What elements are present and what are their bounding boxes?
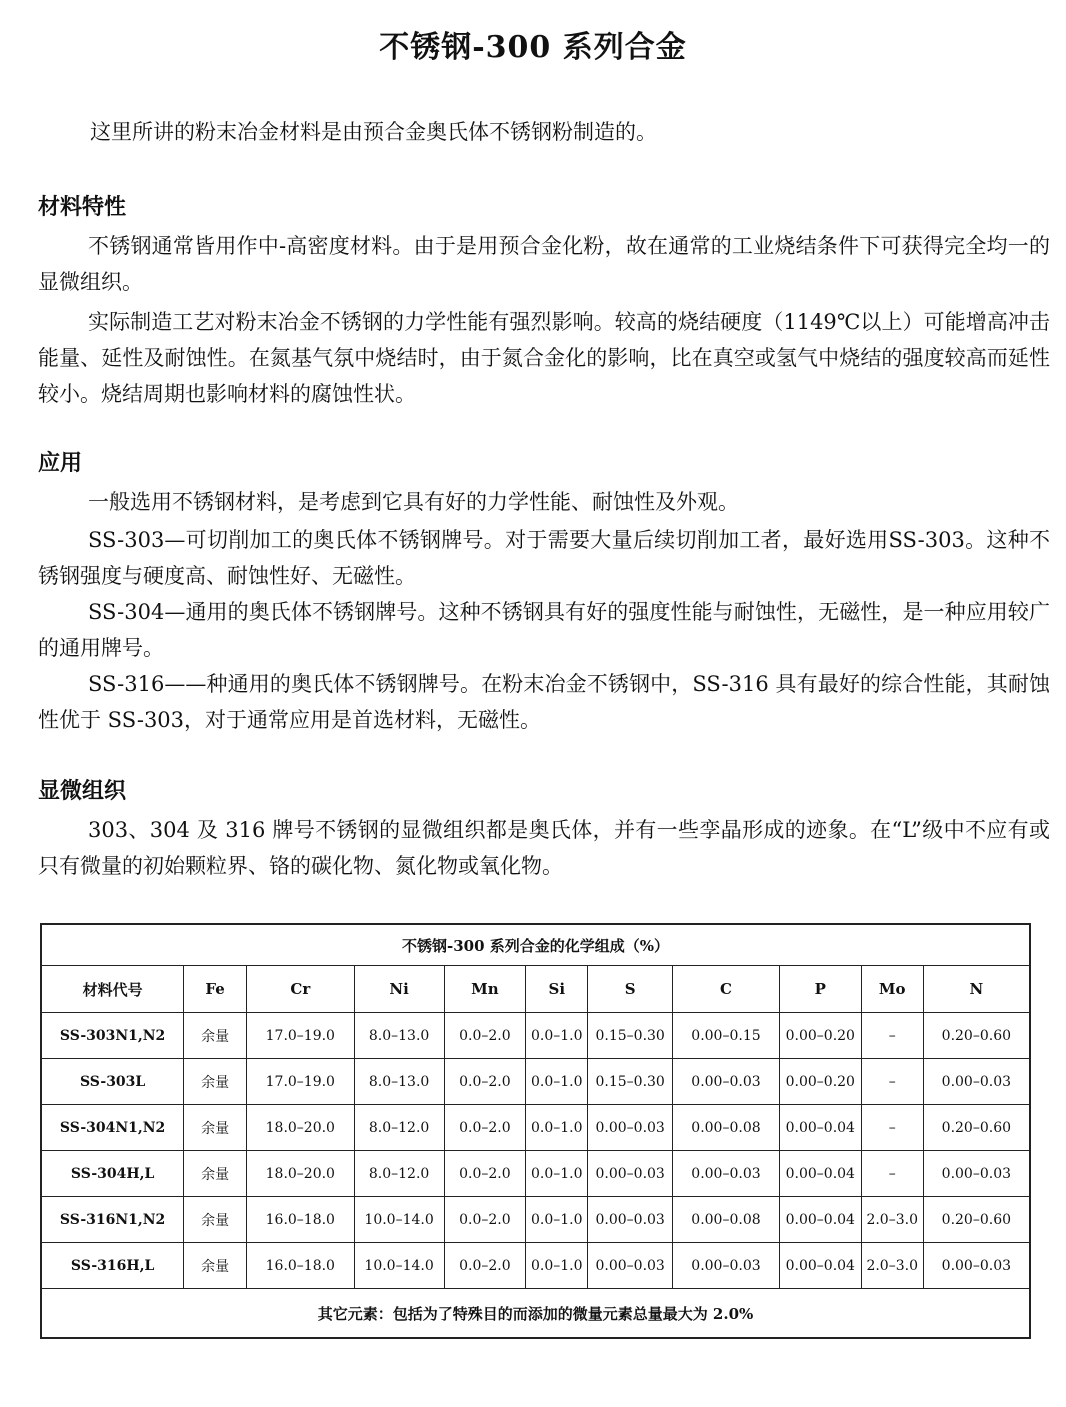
table-cell: 18.0–20.0 — [246, 1151, 354, 1197]
table-cell: 8.0–12.0 — [354, 1105, 444, 1151]
table-cell: 0.0–1.0 — [526, 1105, 588, 1151]
table-cell: – — [861, 1013, 923, 1059]
table-cell: 0.00–0.04 — [779, 1197, 861, 1243]
table-cell: 0.0–1.0 — [526, 1151, 588, 1197]
table-cell: 0.00–0.03 — [673, 1243, 780, 1289]
composition-table — [40, 923, 1031, 1339]
applications-paragraph-ss303: SS-303—可切削加工的奥氏体不锈钢牌号。对于需要大量后续切削加工者，最好选用SS-303。这种不锈钢强度与硬度高、耐蚀性好、无磁性。 — [38, 528, 1050, 588]
table-cell: 0.00–0.15 — [673, 1013, 780, 1059]
table-cell: 2.0–3.0 — [861, 1197, 923, 1243]
microstructure-paragraph: 303、304 及 316 牌号不锈钢的显微组织都是奥氏体，并有一些孪晶形成的迹象。在“L”级中不应有或只有微量的初始颗粒界、铬的碳化物、氮化物或氧化物。 — [38, 818, 1050, 878]
table-cell: 8.0–13.0 — [354, 1013, 444, 1059]
table-cell: 0.00–0.20 — [779, 1059, 861, 1105]
column-header-n: N — [923, 966, 1030, 1013]
table-cell: 2.0–3.0 — [861, 1243, 923, 1289]
table-header-row — [41, 966, 1030, 1013]
table-row — [41, 1151, 1030, 1197]
table-cell: 17.0–19.0 — [246, 1059, 354, 1105]
intro-paragraph: 这里所讲的粉末冶金材料是由预合金奥氏体不锈钢粉制造的。 — [90, 120, 657, 144]
table-row — [41, 1243, 1030, 1289]
table-cell: SS-316N1,N2 — [41, 1197, 184, 1243]
table-cell: 0.00–0.20 — [779, 1013, 861, 1059]
table-cell: 0.00–0.04 — [779, 1243, 861, 1289]
table-cell: 0.00–0.03 — [588, 1151, 673, 1197]
table-cell: – — [861, 1059, 923, 1105]
table-cell: 0.0–2.0 — [444, 1151, 526, 1197]
table-cell: 0.0–1.0 — [526, 1059, 588, 1105]
table-cell: 16.0–18.0 — [246, 1243, 354, 1289]
table-cell: SS-316H,L — [41, 1243, 184, 1289]
column-header-p: P — [779, 966, 861, 1013]
table-row — [41, 1013, 1030, 1059]
table-cell: 0.15–0.30 — [588, 1013, 673, 1059]
table-cell: 0.0–1.0 — [526, 1197, 588, 1243]
column-header-si: Si — [526, 966, 588, 1013]
table-cell: 余量 — [184, 1243, 247, 1289]
table-cell: 0.00–0.03 — [588, 1105, 673, 1151]
applications-paragraph-1: 一般选用不锈钢材料，是考虑到它具有好的力学性能、耐蚀性及外观。 — [88, 490, 739, 514]
column-header-c: C — [673, 966, 780, 1013]
table-cell: – — [861, 1151, 923, 1197]
table-cell: 0.00–0.08 — [673, 1105, 780, 1151]
table-cell: 余量 — [184, 1197, 247, 1243]
table-cell: 0.00–0.04 — [779, 1105, 861, 1151]
properties-paragraph-1: 不锈钢通常皆用作中-高密度材料。由于是用预合金化粉，故在通常的工业烧结条件下可获得完全均一的显微组织。 — [38, 234, 1050, 294]
table-cell: 8.0–12.0 — [354, 1151, 444, 1197]
applications-heading: 应用 — [38, 450, 83, 476]
table-caption: 不锈钢-300 系列合金的化学组成（%） — [41, 924, 1030, 966]
table-cell: 0.00–0.03 — [923, 1059, 1030, 1105]
table-cell: 0.00–0.04 — [779, 1151, 861, 1197]
table-row — [41, 1197, 1030, 1243]
column-header-mn: Mn — [444, 966, 526, 1013]
table-row — [41, 1059, 1030, 1105]
table-cell: 余量 — [184, 1059, 247, 1105]
table-cell: 10.0–14.0 — [354, 1197, 444, 1243]
table-cell: 0.00–0.03 — [673, 1059, 780, 1105]
properties-paragraph-2: 实际制造工艺对粉末冶金不锈钢的力学性能有强烈影响。较高的烧结硬度（1149℃以上）可能增高冲击能量、延性及耐蚀性。在氮基气氛中烧结时，由于氮合金化的影响，比在真空或氢气中烧结的强度较高而延性较小。烧结周期也影响材料的腐蚀性状。 — [38, 310, 1050, 406]
table-cell: 余量 — [184, 1105, 247, 1151]
column-header-ni: Ni — [354, 966, 444, 1013]
table-cell: 0.0–1.0 — [526, 1013, 588, 1059]
column-header-s: S — [588, 966, 673, 1013]
table-cell: – — [861, 1105, 923, 1151]
table-cell: 17.0–19.0 — [246, 1013, 354, 1059]
column-header-cr: Cr — [246, 966, 354, 1013]
page-title: 不锈钢-300 系列合金 — [379, 30, 687, 65]
composition-table-container — [40, 923, 1031, 1335]
table-cell: 0.20–0.60 — [923, 1013, 1030, 1059]
table-cell: 余量 — [184, 1151, 247, 1197]
column-header-mo: Mo — [861, 966, 923, 1013]
table-cell: 0.0–1.0 — [526, 1243, 588, 1289]
table-cell: SS-303N1,N2 — [41, 1013, 184, 1059]
applications-paragraph-ss304: SS-304—通用的奥氏体不锈钢牌号。这种不锈钢具有好的强度性能与耐蚀性，无磁性，是一种应用较广的通用牌号。 — [38, 600, 1050, 660]
column-header-grade: 材料代号 — [41, 966, 184, 1013]
properties-heading: 材料特性 — [38, 194, 127, 220]
table-cell: 0.20–0.60 — [923, 1105, 1030, 1151]
table-cell: 0.00–0.03 — [588, 1243, 673, 1289]
table-cell: 0.0–2.0 — [444, 1059, 526, 1105]
table-cell: 0.20–0.60 — [923, 1197, 1030, 1243]
table-cell: 0.00–0.03 — [923, 1243, 1030, 1289]
table-cell: 18.0–20.0 — [246, 1105, 354, 1151]
column-header-fe: Fe — [184, 966, 247, 1013]
table-cell: 0.00–0.08 — [673, 1197, 780, 1243]
table-cell: 0.00–0.03 — [588, 1197, 673, 1243]
table-cell: 0.0–2.0 — [444, 1197, 526, 1243]
table-row — [41, 1105, 1030, 1151]
table-cell: SS-304N1,N2 — [41, 1105, 184, 1151]
table-cell: SS-304H,L — [41, 1151, 184, 1197]
table-cell: 10.0–14.0 — [354, 1243, 444, 1289]
table-cell: 0.15–0.30 — [588, 1059, 673, 1105]
table-cell: 0.0–2.0 — [444, 1105, 526, 1151]
table-cell: 0.00–0.03 — [673, 1151, 780, 1197]
microstructure-heading: 显微组织 — [38, 778, 127, 804]
table-footnote: 其它元素：包括为了特殊目的而添加的微量元素总量最大为 2.0% — [41, 1289, 1030, 1339]
table-cell: SS-303L — [41, 1059, 184, 1105]
table-cell: 0.0–2.0 — [444, 1013, 526, 1059]
table-cell: 余量 — [184, 1013, 247, 1059]
table-cell: 0.0–2.0 — [444, 1243, 526, 1289]
table-cell: 8.0–13.0 — [354, 1059, 444, 1105]
table-cell: 16.0–18.0 — [246, 1197, 354, 1243]
table-cell: 0.00–0.03 — [923, 1151, 1030, 1197]
applications-paragraph-ss316: SS-316——种通用的奥氏体不锈钢牌号。在粉末冶金不锈钢中，SS-316 具有最好的综合性能，其耐蚀性优于 SS-303，对于通常应用是首选材料，无磁性。 — [38, 672, 1050, 732]
